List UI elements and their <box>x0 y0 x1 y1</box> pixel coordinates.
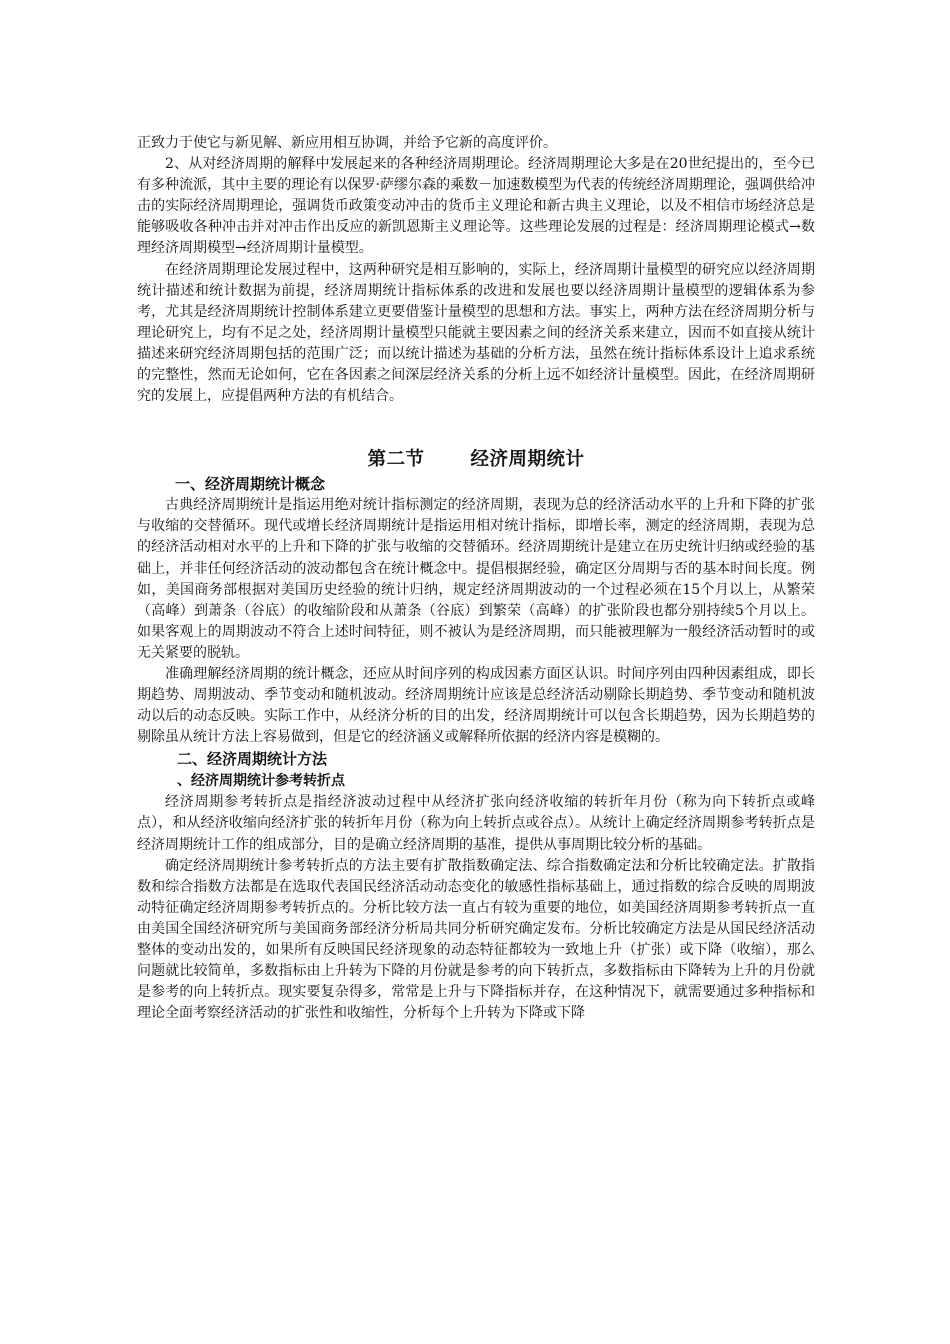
paragraph-concept-1: 古典经济周期统计是指运用绝对统计指标测定的经济周期，表现为总的经济活动水平的上升和下降的扩张与收缩的交替循环。现代或增长经济周期统计是指运用相对统计指标，即增长率，测定的经济周期，表现为总的经济活动相对水平的上升和下降的扩张与收缩的交替循环。经济周期统计是建立在历史统计归纳或经验的基础上，并非任何经济活动的波动都包含在统计概念中。提倡根据经验，确定区分周期与否的基本时间长度。例如，美国商务部根据对美国历史经验的统计归纳，规定经济周期波动的一个过程必须在15个月以上，从繁荣（高峰）到萧条（谷底）的收缩阶段和从萧条（谷底）到繁荣（高峰）的扩张阶段也都分别持续5个月以上。如果客观上的周期波动不符合上述时间特征，则不被认为是经济周期，而只能被理解为一般经济活动暂时的或无关紧要的脱轨。 <box>137 497 815 661</box>
paragraph-theories: 2、从对经济周期的解释中发展起来的各种经济周期理论。经济周期理论大多是在20世纪提出的，至今已有多种流派，其中主要的理论有以保罗·萨缪尔森的乘数－加速数模型为代表的传统经济周期理论，强调供给冲击的实际经济周期理论，强调货币政策变动冲击的货币主义理论和新古典主义理论，以及不相信市场经济总是能够吸收各种冲击并对冲击作出反应的新凯恩斯主义理论等。这些理论发展的过程是：经济周期理论模式→数理经济周期模型→经济周期计量模型。 <box>137 156 815 257</box>
heading-method: 二、经济周期统计方法 <box>177 750 328 769</box>
paragraph-continuation: 正致力于使它与新见解、新应用相互协调，并给予它新的高度评价。 <box>137 135 557 151</box>
paragraph-method-1: 经济周期参考转折点是指经济波动过程中从经济扩张向经济收缩的转折年月份（称为向下转折点或峰点），和从经济收缩向经济扩张的转折年月份（称为向上转折点或谷点）。从统计上确定经济周期参考转折点是经济周期统计工作的组成部分，目的是确立经济周期的基准，提供从事周期比较分析的基础。 <box>137 794 815 853</box>
heading-concept: 一、经济周期统计概念 <box>175 475 326 494</box>
subheading-turning-points: 、经济周期统计参考转折点 <box>177 773 345 790</box>
section-title <box>137 447 815 473</box>
paragraph-interaction: 在经济周期理论发展过程中，这两种研究是相互影响的，实际上，经济周期计量模型的研究应以经济周期统计描述和统计数据为前提，经济周期统计指标体系的改进和发展也要以经济周期计量模型的逻辑体系为参考，尤其是经济周期统计控制体系建立更要借鉴计量模型的思想和方法。事实上，两种方法在经济周期分析与理论研究上，均有不足之处，经济周期计量模型只能就主要因素之间的经济关系来建立，因而不如直接从统计描述来研究经济周期包括的范围广泛；而以统计描述为基础的分析方法，虽然在统计指标体系设计上追求系统的完整性，然而无论如何，它在各因素之间深层经济关系的分析上远不如经济计量模型。因此，在经济周期研究的发展上，应提倡两种方法的有机结合。 <box>137 261 815 405</box>
section-name: 经济周期统计 <box>470 449 585 471</box>
document-page <box>137 133 815 1024</box>
section-number: 第二节 <box>367 449 425 471</box>
paragraph-concept-2: 准确理解经济周期的统计概念，还应从时间序列的构成因素方面区认识。时间序列由四种因素组成，即长期趋势、周期波动、季节变动和随机波动。经济周期统计应该是总经济活动剔除长期趋势、季节变动和随机波动以后的动态反映。实际工作中，从经济分析的目的出发，经济周期统计可以包含长期趋势，因为长期趋势的剔除虽从统计方法上容易做到，但是它的经济涵义或解释所依据的经济内容是模糊的。 <box>137 665 815 746</box>
paragraph-method-2: 确定经济周期统计参考转折点的方法主要有扩散指数确定法、综合指数确定法和分析比较确定法。扩散指数和综合指数方法都是在选取代表国民经济活动动态变化的敏感性指标基础上，通过指数的综合反映的周期波动特征确定经济周期参考转折点的。分析比较方法一直占有较为重要的地位，如美国经济周期参考转折点一直由美国全国经济研究所与美国商务部经济分析局共同分析研究确定发布。分析比较确定方法是从国民经济活动整体的变动出发的，如果所有反映国民经济现象的动态特征都较为一致地上升（扩张）或下降（收缩），那么问题就比较简单，多数指标由上升转为下降的月份就是参考的向下转折点，多数指标由下降转为上升的月份就是参考的向上转折点。现实要复杂得多，常常是上升与下降指标并存，在这种情况下，就需要通过多种指标和理论全面考察经济活动的扩张性和收缩性，分析每个上升转为下降或下降 <box>137 857 815 1022</box>
